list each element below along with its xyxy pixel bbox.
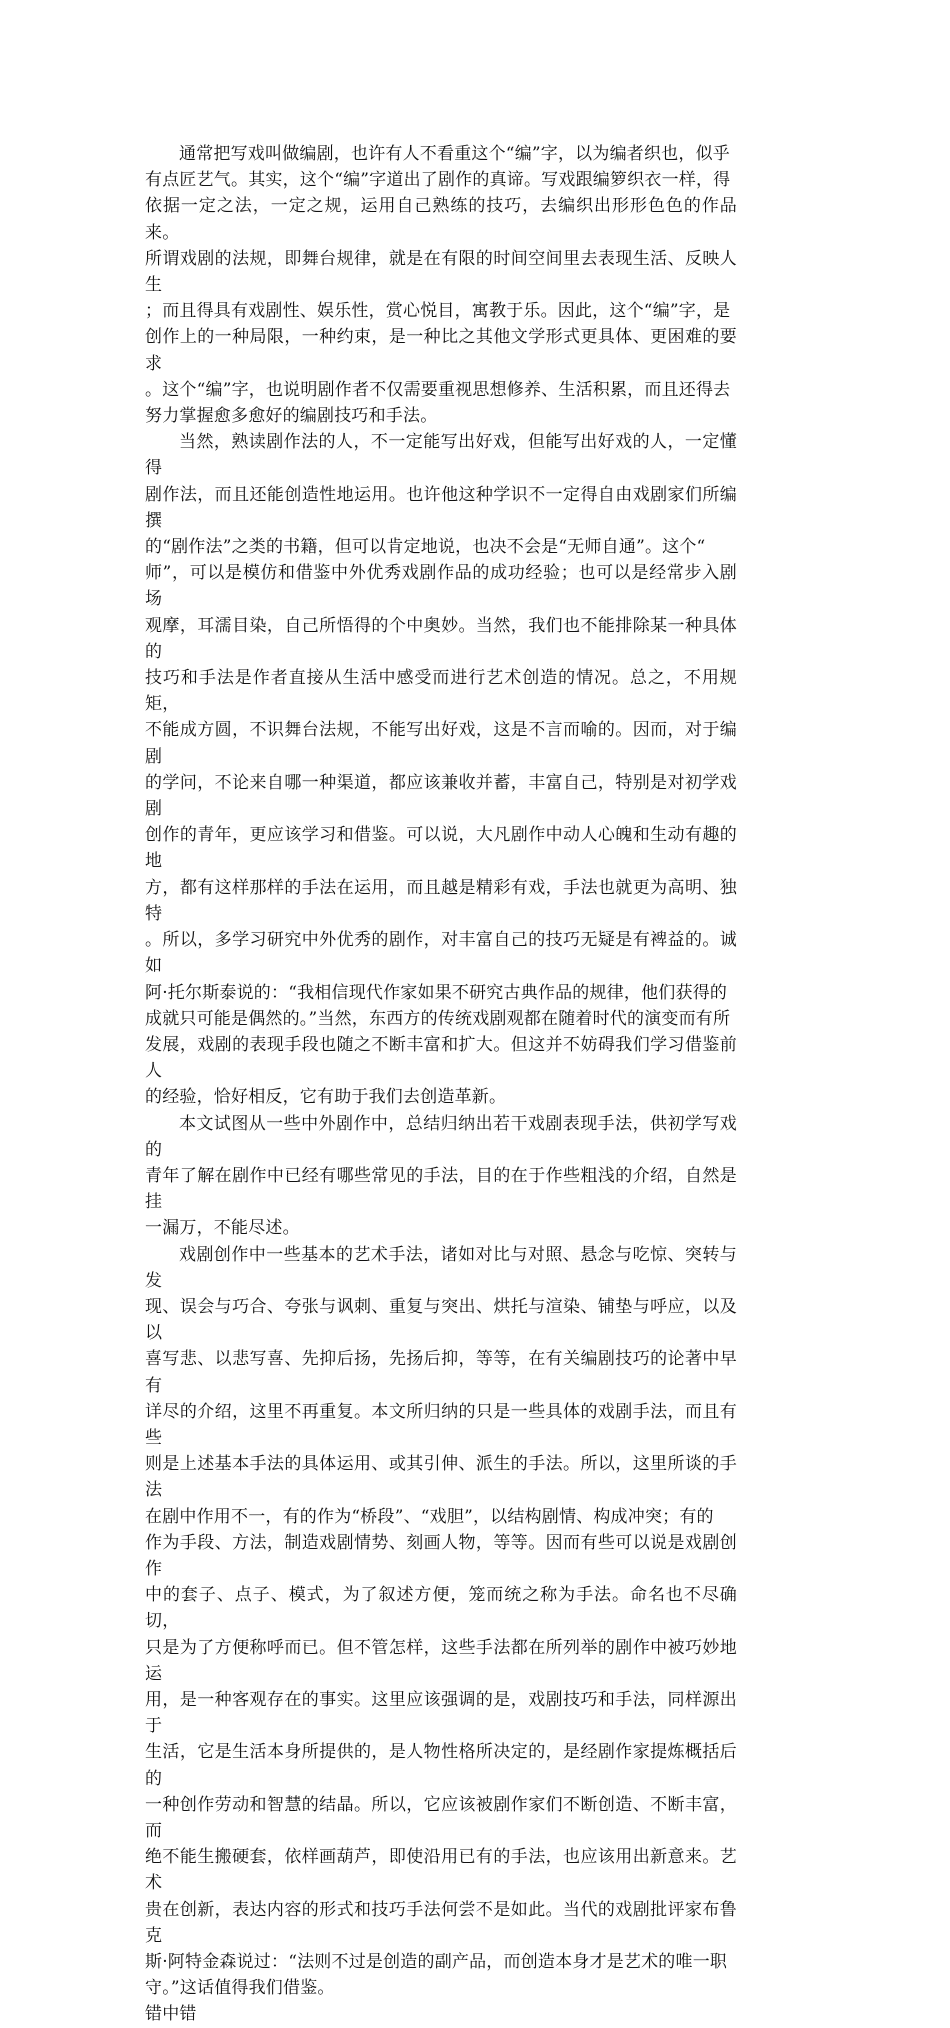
paragraph-3: 本文试图从一些中外剧作中，总结归纳出若干戏剧表现手法，供初学写戏的 青年了解在剧作中已经有哪些常见的手法，目的在于作些粗浅的介绍，自然是挂 一漏万，不能尽述。 bbox=[145, 1113, 737, 1239]
paragraph-2: 当然，熟读剧作法的人，不一定能写出好戏，但能写出好戏的人，一定懂得 剧作法，而且还能创造性地运用。也许他这种学识不一定得自由戏剧家们所编撰 的“剧作法”之类的书籍，但可以肯定地说，也决不会是“无师自通”。这个“ 师”，可以是模仿和借鉴中外优秀戏剧作品的成功经验；也可以是经常步入剧场 观摩，耳濡目染，自己所悟得的个中奥妙。当然，我们也不能排除某一种具体的 技巧和手法是作者直接从生活中感受而进行艺术创造的情况。总之，不用规矩， 不能成方圆，不识舞台法规，不能写出好戏，这是不言而喻的。因而，对于编剧 的学问，不论来自哪一种渠道，都应该兼收并蓄，丰富自己，特别是对初学戏剧 创作的青年，更应该学习和借鉴。可以说，大凡剧作中动人心魄和生动有趣的地 方，都有这样那样的手法在运用，而且越是精彩有戏，手法也就更为高明、独特 。所以，多学习研究中外优秀的剧作，对丰富自己的技巧无疑是有裨益的。诚如 阿·托尔斯泰说的：“我相信现代作家如果不研究古典作品的规律，他们获得的 成就只可能是偶然的。”当然，东西方的传统戏剧观都在随着时代的演变而有所 发展，戏剧的表现手段也随之不断丰富和扩大。但这并不妨碍我们学习借鉴前人 的经验，恰好相反，它有助于我们去创造革新。 bbox=[145, 432, 737, 1108]
paragraph-1: 通常把写戏叫做编剧，也许有人不看重这个“编”字，以为编者织也，似乎 有点匠艺气。其实，这个“编”字道出了剧作的真谛。写戏跟编箩织衣一样，得 依据一定之法，一定之规，运用自己熟练的技巧，去编织出形形色色的作品来。 所谓戏剧的法规，即舞台规律，就是在有限的时间空间里去表现生活、反映人生 ；而且得具有戏剧性、娱乐性，赏心悦目，寓教于乐。因此，这个“编”字，是 创作上的一种局限，一种约束，是一种比之其他文学形式更具体、更困难的要求 。这个“编”字，也说明剧作者不仅需要重视思想修养、生活积累，而且还得去 努力掌握愈多愈好的编剧技巧和手法。 bbox=[145, 144, 737, 427]
section-heading: 错中错 bbox=[145, 2004, 197, 2025]
paragraph-4: 戏剧创作中一些基本的艺术手法，诸如对比与对照、悬念与吃惊、突转与发 现、误会与巧合、夸张与讽刺、重复与突出、烘托与渲染、铺垫与呼应，以及以 喜写悲、以悲写喜、先抑后扬，先扬后抑，等等，在有关编剧技巧的论著中早有 详尽的介绍，这里不再重复。本文所归纳的只是一些具体的戏剧手法，而且有些 则是上述基本手法的具体运用、或其引伸、派生的手法。所以，这里所谈的手法 在剧中作用不一，有的作为“桥段”、“戏胆”，以结构剧情、构成冲突；有的 作为手段、方法，制造戏剧情势、刻画人物，等等。因而有些可以说是戏剧创作 中的套子、点子、模式，为了叙述方便，笼而统之称为手法。命名也不尽确切， 只是为了方便称呼而已。但不管怎样，这些手法都在所列举的剧作中被巧妙地运 用，是一种客观存在的事实。这里应该强调的是，戏剧技巧和手法，同样源出于 生活，它是生活本身所提供的，是人物性格所决定的，是经剧作家提炼概括后的 一种创作劳动和智慧的结晶。所以，它应该被剧作家们不断创造、不断丰富，而 绝不能生搬硬套，依样画葫芦，即使沿用已有的手法，也应该用出新意来。艺术 贵在创新，表达内容的形式和技巧手法何尝不是如此。当代的戏剧批评家布鲁克 斯·阿特金森说过：“法则不过是创造的副产品，而创造本身才是艺术的唯一职 守。”这话值得我们借鉴。 bbox=[145, 1244, 737, 1999]
document-body bbox=[145, 141, 737, 2028]
